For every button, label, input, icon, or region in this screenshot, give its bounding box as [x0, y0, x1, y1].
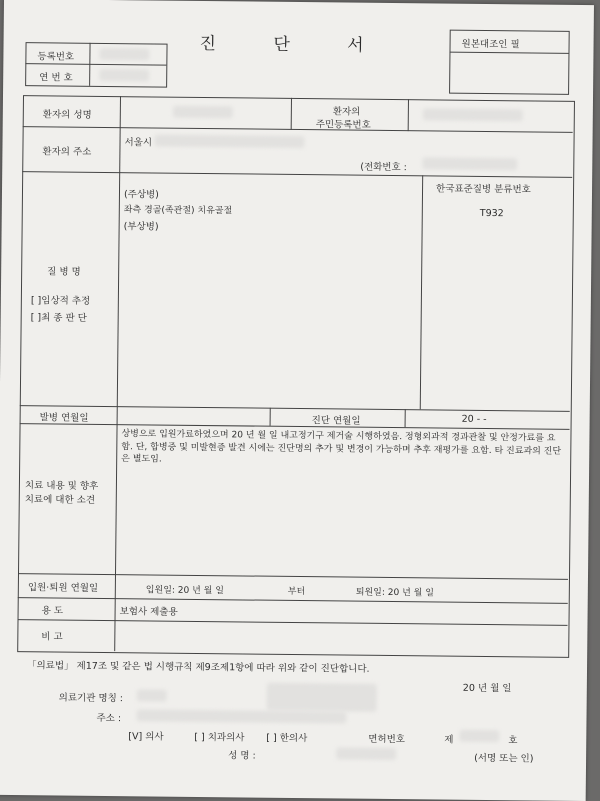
signature-label: (서명 또는 인) [474, 752, 534, 765]
oriental-doctor-option: [ ] 한의사 [266, 732, 308, 745]
final-judgment-option: [ ]최 종 판 단 [30, 312, 87, 324]
phone-label: (전화번호 : [360, 161, 407, 174]
document-title: 진 단 서 [199, 33, 390, 56]
treatment-label-line2: 치료에 대한 소견 [24, 494, 96, 506]
discharge-date: 퇴원일: 20 년 월 일 [355, 587, 434, 599]
primary-diagnosis-value: 좌측 경골(족관절) 치유골절 [123, 205, 233, 217]
issue-date: 20 년 월 일 [462, 682, 512, 695]
original-check-label: 원본대조인 필 [461, 38, 520, 51]
treatment-label-line1: 치료 내용 및 향후 [24, 480, 99, 492]
admission-date: 입원일: 20 년 월 일 [145, 585, 224, 597]
patient-address-value: 서울시 [124, 137, 153, 149]
license-prefix: 제 [444, 734, 454, 746]
registration-number-label: 등록번호 [37, 51, 75, 63]
patient-address-label: 환자의 주소 [42, 146, 92, 158]
doctor-option: [V] 의사 [128, 731, 164, 743]
usage-value: 보험사 제출용 [119, 606, 178, 618]
kcd-code: T932 [479, 207, 504, 220]
license-suffix: 호 [508, 735, 518, 747]
license-number-label: 면허번호 [368, 733, 406, 746]
primary-diagnosis-label: (주상병) [123, 189, 159, 201]
treatment-opinion-text: 상병으로 입원가료하였으며 20 년 월 일 내고정기구 제거술 시행하였음. 정형외과적 경과관찰 및 안정가료를 요함. 단, 합병증 및 미발현증 발견 시에는 진단명의 추가 및 변경이 가능하며 추후 재평가를 요함. 타 진료과의 진단은 별도임. [121, 429, 562, 465]
issuer-address-label: 주소 : [96, 712, 122, 725]
kcd-label: 한국표준질병 분류번호 [435, 183, 531, 196]
diagnosis-date-value: 20 - - [461, 413, 487, 425]
legal-statement: 「의료법」 제17조 및 같은 법 시행규칙 제9조제1항에 따라 위와 같이 진단합니다. [26, 660, 370, 675]
admission-discharge-label: 입원·퇴원 연월일 [27, 582, 99, 594]
usage-label: 용 도 [41, 605, 64, 617]
clinical-estimate-option: [ ]임상적 추정 [30, 295, 91, 307]
diagnosis-date-label: 진단 연월일 [311, 415, 361, 427]
institution-label: 의료기관 명칭 : [58, 692, 124, 705]
patient-name-label: 환자의 성명 [42, 109, 92, 121]
remarks-label: 비 고 [41, 631, 63, 643]
disease-name-label: 질 병 명 [47, 266, 81, 278]
admission-from: 부터 [287, 586, 306, 598]
dentist-option: [ ] 치과의사 [194, 731, 245, 744]
secondary-diagnosis-label: (부상병) [123, 221, 159, 233]
serial-number-label: 연 번 호 [39, 72, 73, 84]
doctor-name-label: 성 명 : [228, 750, 256, 762]
onset-date-label: 발병 연월일 [39, 412, 89, 424]
rrn-label-line2: 주민등록번호 [315, 119, 371, 131]
rrn-label-line1: 환자의 [332, 106, 361, 118]
